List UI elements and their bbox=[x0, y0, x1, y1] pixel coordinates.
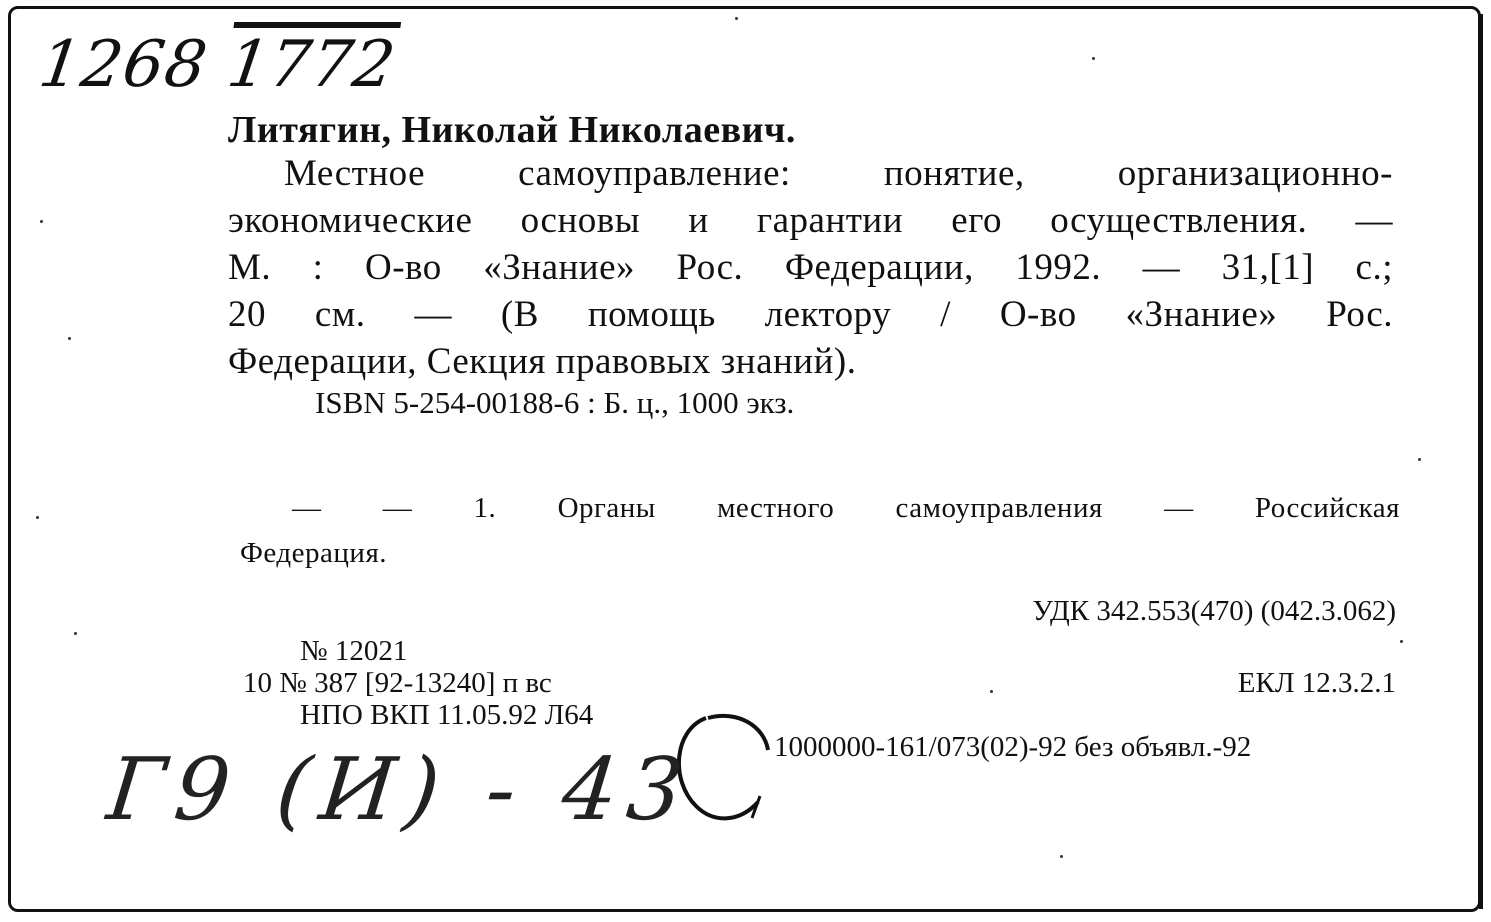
subject-line: — — 1. Органы местного самоуправления — Российская bbox=[292, 492, 1400, 524]
subject-line: Федерация. bbox=[240, 537, 388, 569]
card-edge-shadow bbox=[1479, 14, 1483, 909]
description-line: М. : О-во «Знание» Рос. Федерации, 1992. — 31,[1] с.; bbox=[228, 247, 1393, 288]
scan-speck bbox=[1418, 458, 1421, 461]
scan-speck bbox=[735, 17, 738, 20]
handwritten-shelf-mark: Г9 (И) - 43 bbox=[102, 740, 698, 840]
author-heading: Литягин, Николай Николаевич. bbox=[228, 109, 796, 151]
scan-speck bbox=[40, 220, 43, 223]
udc-code: УДК 342.553(470) (042.3.062) bbox=[1032, 595, 1396, 627]
subject-heading bbox=[240, 486, 1400, 576]
printer-line: НПО ВКП 11.05.92 Л64 bbox=[300, 699, 594, 731]
scan-speck bbox=[36, 516, 39, 519]
scan-speck bbox=[1400, 640, 1403, 643]
ekl-code: ЕКЛ 12.3.2.1 bbox=[1237, 667, 1396, 699]
card-number: № 12021 bbox=[300, 635, 408, 667]
description-line: экономические основы и гарантии его осуществления. — bbox=[228, 200, 1393, 241]
index-code: 1000000-161/073(02)-92 без объявл.-92 bbox=[774, 731, 1252, 763]
call-number-sub: 1772 bbox=[223, 28, 401, 102]
scan-speck bbox=[68, 337, 71, 340]
scan-speck bbox=[1060, 855, 1063, 858]
description-line: Местное самоуправление: понятие, организационно- bbox=[284, 153, 1393, 194]
handwritten-call-number bbox=[35, 28, 400, 102]
bibliographic-description bbox=[228, 150, 1393, 385]
isbn-line: ISBN 5-254-00188-6 : Б. ц., 1000 экз. bbox=[315, 385, 795, 420]
description-line: Федерации, Секция правовых знаний). bbox=[228, 341, 857, 382]
scan-speck bbox=[74, 632, 77, 635]
order-line: 10 № 387 [92-13240] п вс bbox=[243, 667, 552, 699]
description-line: 20 см. — (В помощь лектору / О-во «Знание» Рос. bbox=[228, 294, 1393, 335]
scan-speck bbox=[990, 690, 993, 693]
scan-speck bbox=[1092, 57, 1095, 60]
call-number-main: 1268 bbox=[34, 28, 213, 102]
